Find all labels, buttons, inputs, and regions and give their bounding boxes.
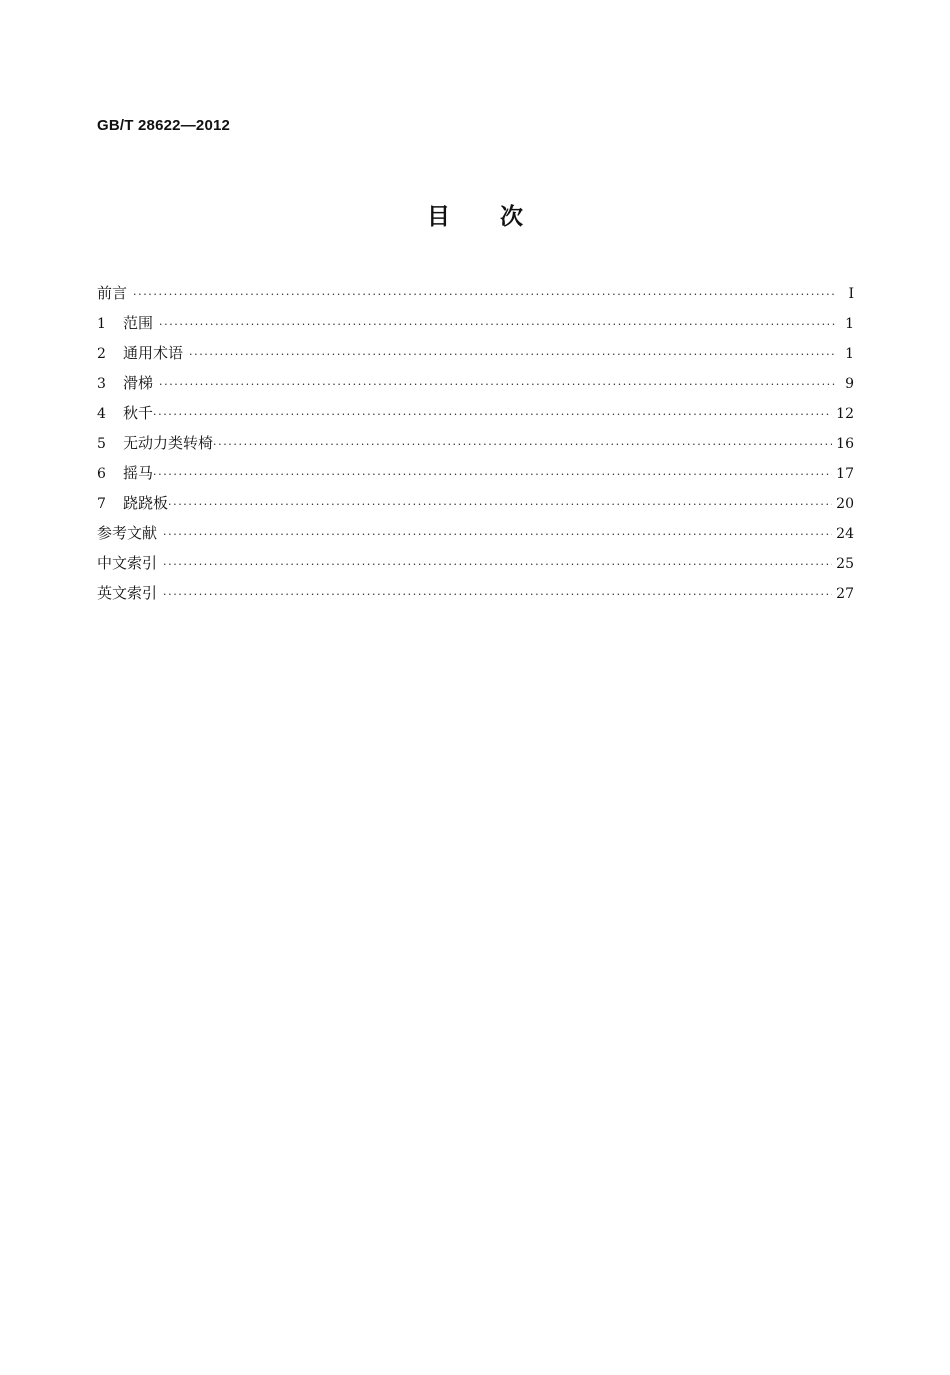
toc-entry-seesaw[interactable] [97,488,854,518]
toc-entry-english-index[interactable] [97,578,854,608]
toc-leader-dots [163,550,832,580]
toc-entry-rocking-horse[interactable] [97,458,854,488]
toc-entry-page: 27 [836,586,854,602]
toc-entry-number: 6 [97,466,106,482]
toc-entry-page: 25 [836,556,854,572]
toc-leader-dots [213,430,832,460]
toc-entry-label: 参考文献 [97,524,158,542]
toc-entry-number: 2 [97,346,106,362]
toc-leader-dots [189,340,836,370]
toc-entry-page: 1 [845,316,854,332]
toc-entry-number: 3 [97,376,106,392]
toc-entry-swings[interactable] [97,398,854,428]
toc-entry-preface[interactable] [97,278,854,308]
toc-entry-label: 中文索引 [97,554,158,572]
toc-entry-number: 7 [97,496,106,512]
toc-entry-label: 通用术语 [123,344,184,362]
toc-entry-references[interactable] [97,518,854,548]
title-char-2: 次 [500,204,523,230]
toc-leader-dots [133,280,836,310]
toc-entry-label: 无动力类转椅 [123,434,214,452]
toc-entry-label: 英文索引 [97,584,158,602]
toc-entry-page: I [848,286,854,302]
toc-entry-scope[interactable] [97,308,854,338]
toc-entry-chinese-index[interactable] [97,548,854,578]
toc-entry-number: 1 [97,316,106,332]
toc-entry-label: 前言 [97,284,128,302]
page-title [0,198,950,231]
toc-entry-number: 5 [97,436,106,452]
toc-leader-dots [159,370,836,400]
title-char-1: 目 [427,204,450,230]
toc-entry-slides[interactable] [97,368,854,398]
toc-entry-label: 跷跷板 [123,494,169,512]
toc-entry-page: 1 [845,346,854,362]
toc-entry-label: 滑梯 [123,374,154,392]
toc-leader-dots [153,400,832,430]
toc-entry-general-terms[interactable] [97,338,854,368]
toc-entry-label: 范围 [123,314,154,332]
toc-leader-dots [153,460,832,490]
toc-entry-label: 摇马 [123,464,154,482]
toc-entry-page: 17 [836,466,854,482]
toc-entry-page: 20 [836,496,854,512]
toc-entry-number: 4 [97,406,106,422]
toc-leader-dots [168,490,832,520]
toc-leader-dots [159,310,836,340]
toc-entry-page: 24 [836,526,854,542]
toc-leader-dots [163,520,832,550]
toc-entry-page: 16 [836,436,854,452]
toc-entry-carousels[interactable] [97,428,854,458]
toc-leader-dots [163,580,832,610]
table-of-contents [97,278,854,608]
toc-entry-label: 秋千 [123,404,154,422]
toc-entry-page: 12 [836,406,854,422]
standard-code: GB/T 28622—2012 [97,117,231,134]
toc-entry-page: 9 [845,376,854,392]
